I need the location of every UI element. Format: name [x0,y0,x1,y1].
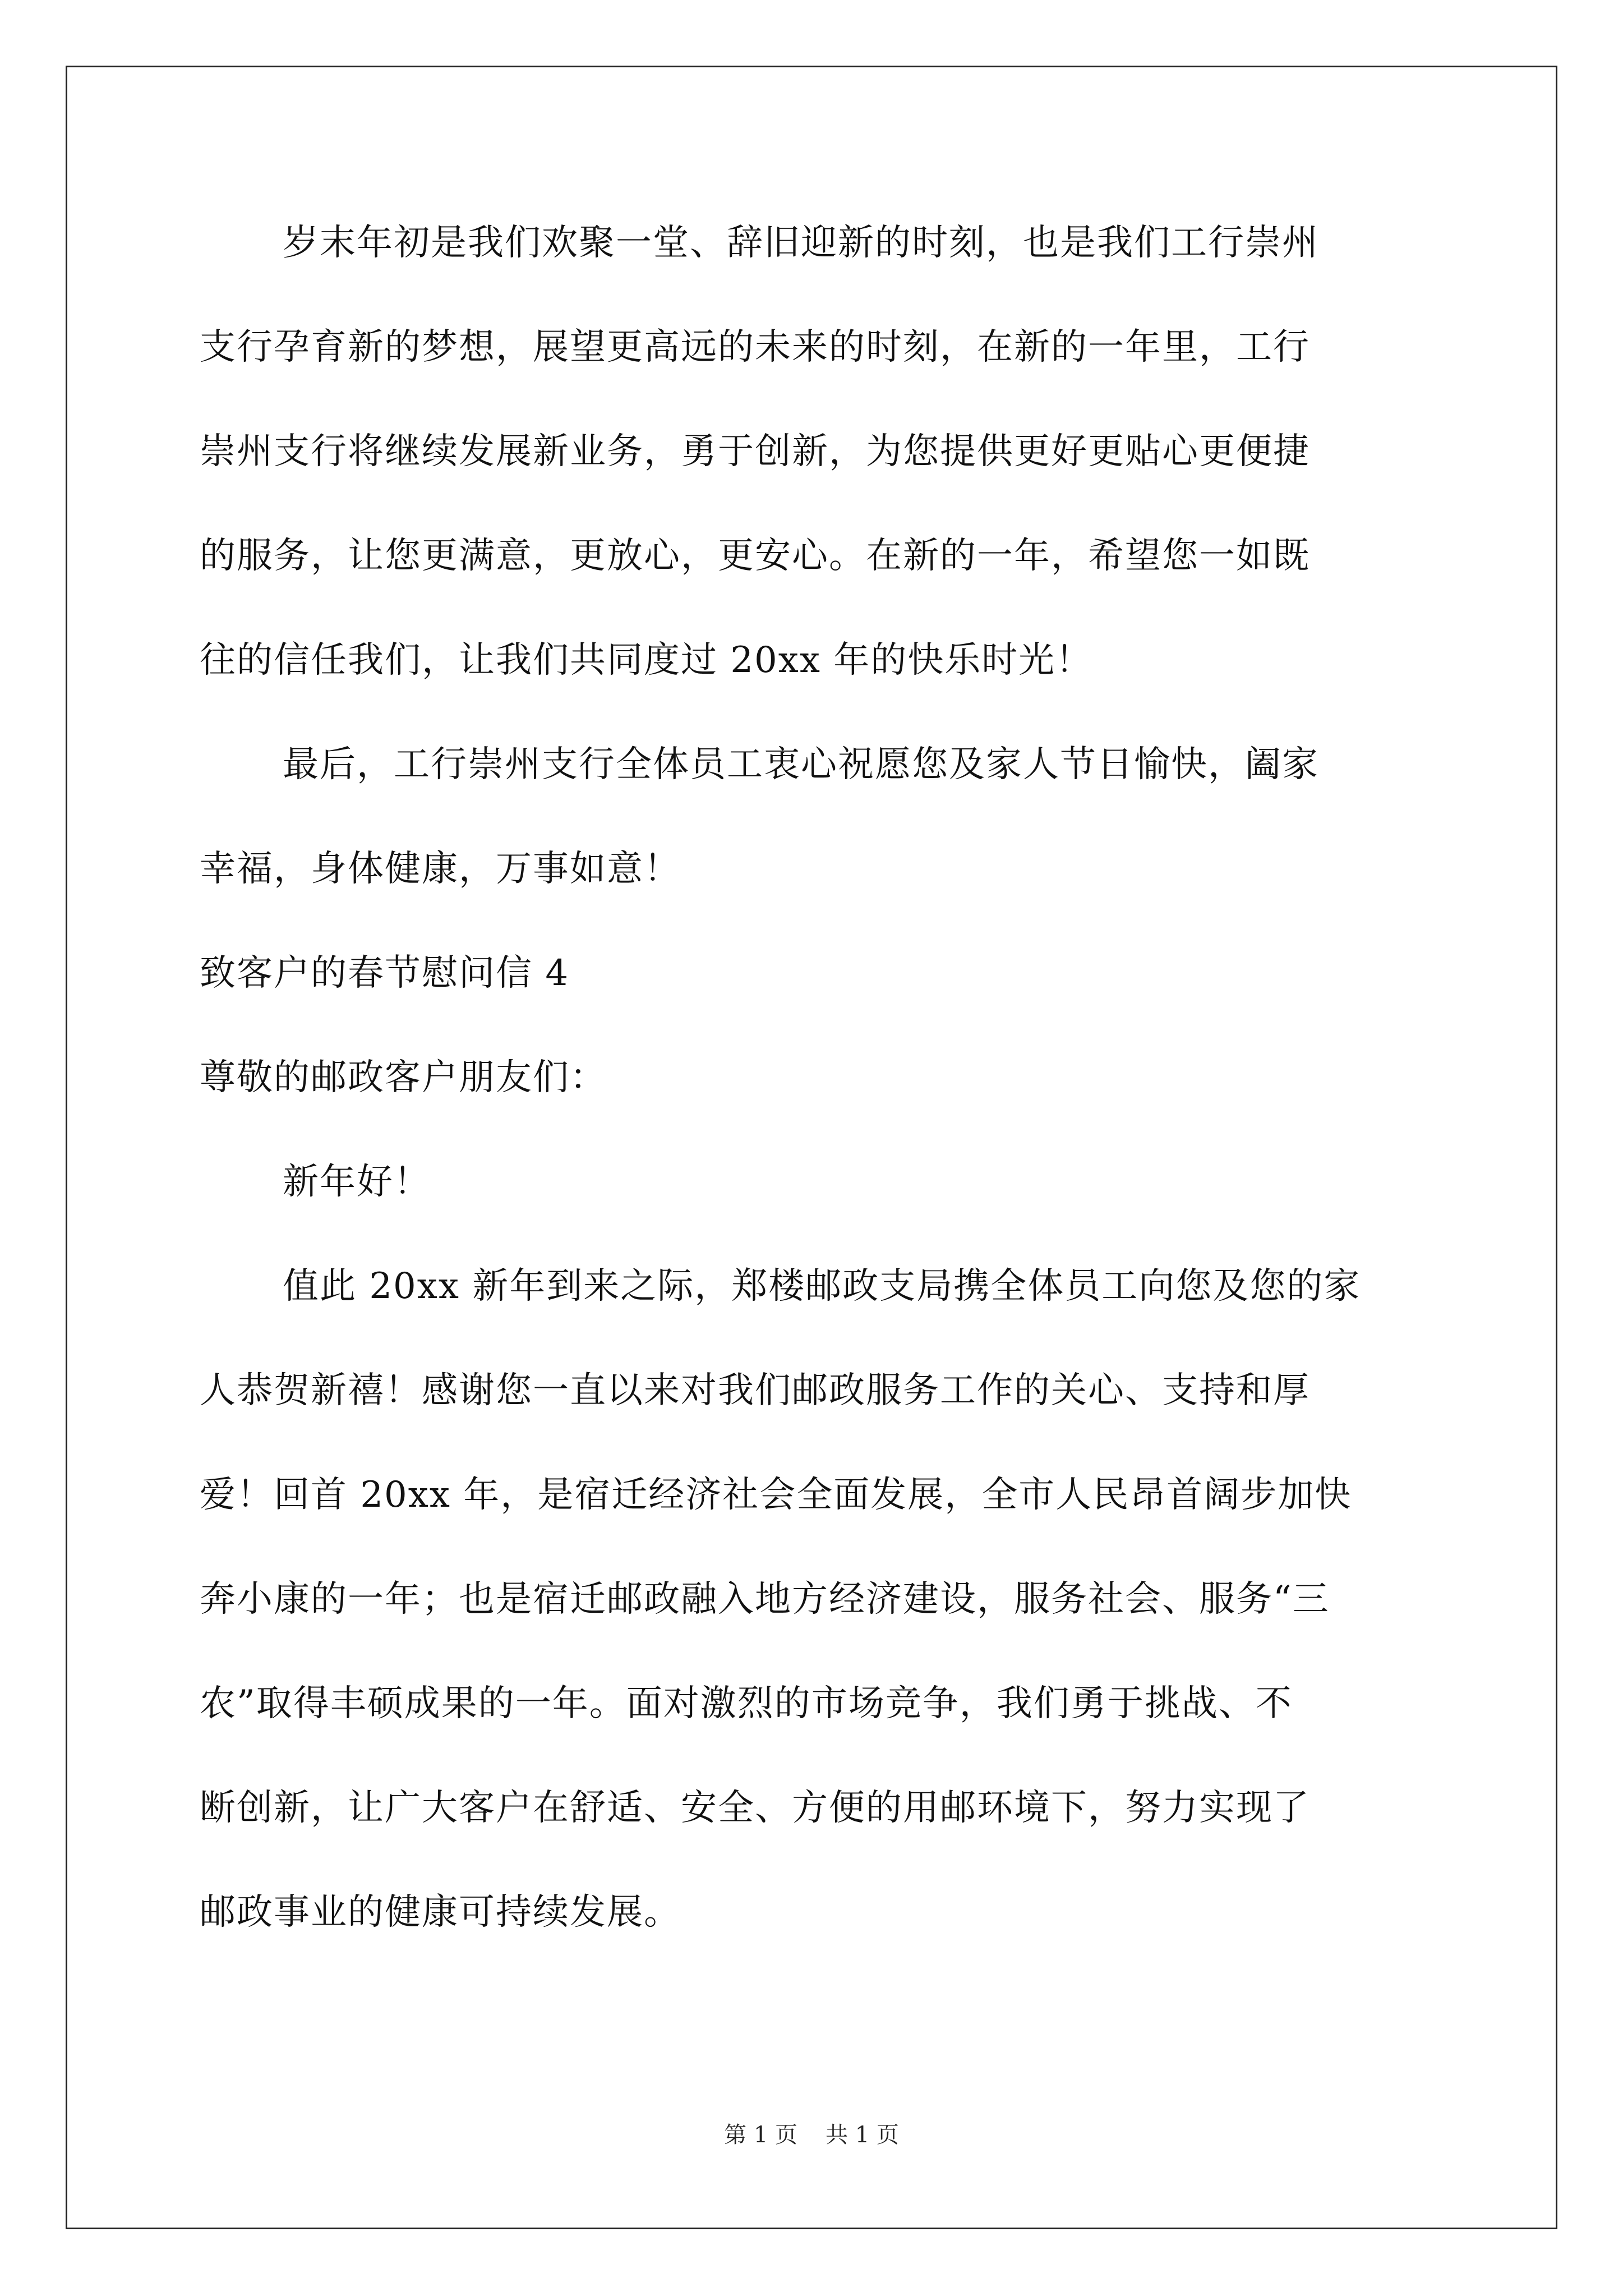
greeting: 新年好！ [283,1161,431,1203]
paragraph-line: 的服务，让您更满意，更放心，更安心。在新的一年，希望您一如既 [200,535,1310,577]
paragraph-line: 支行孕育新的梦想，展望更高远的未来的时刻，在新的一年里，工行 [200,326,1310,368]
document-body [200,191,1433,1964]
paragraph-line: 崇州支行将继续发展新业务，勇于创新，为您提供更好更贴心更便捷 [200,431,1310,472]
page-number: 第 1 页 [724,2122,797,2148]
section-heading: 致客户的春节慰问信 4 [200,953,570,994]
page-total: 共 1 页 [826,2122,899,2148]
paragraph-line: 往的信任我们，让我们共同度过 20xx 年的快乐时光！ [200,639,1093,681]
paragraph-line: 农”取得丰硕成果的一年。面对激烈的市场竞争，我们勇于挑战、不 [200,1683,1293,1724]
paragraph-line: 人恭贺新禧！感谢您一直以来对我们邮政服务工作的关心、支持和厚 [200,1370,1310,1411]
paragraph-line: 值此 20xx 新年到来之际，郑楼邮政支局携全体员工向您及您的家 [283,1266,1361,1307]
paragraph-line: 奔小康的一年；也是宿迁邮政融入地方经济建设，服务社会、服务“三 [200,1579,1330,1620]
page-footer [0,2118,1623,2152]
paragraph-line: 爱！回首 20xx 年，是宿迁经济社会全面发展，全市人民昂首阔步加快 [200,1474,1352,1516]
salutation: 尊敬的邮政客户朋友们： [200,1057,607,1098]
paragraph-line: 幸福，身体健康，万事如意！ [200,848,681,890]
paragraph-line: 邮政事业的健康可持续发展。 [200,1892,681,1933]
paragraph-line: 断创新，让广大客户在舒适、安全、方便的用邮环境下，努力实现了 [200,1787,1310,1829]
paragraph-line: 岁末年初是我们欢聚一堂、辞旧迎新的时刻，也是我们工行崇州 [283,222,1319,264]
paragraph-line: 最后，工行崇州支行全体员工衷心祝愿您及家人节日愉快，阖家 [283,744,1319,785]
